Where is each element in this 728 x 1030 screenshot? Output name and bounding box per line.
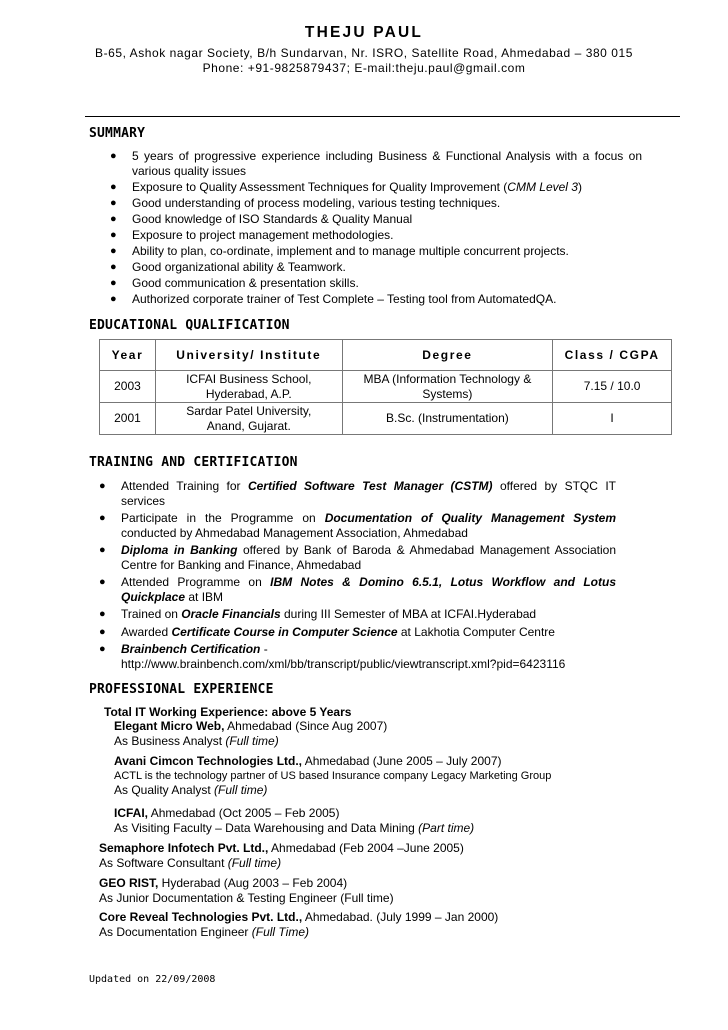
experience-entry — [114, 719, 387, 748]
training-text: - — [260, 642, 268, 656]
summary-item-text: Ability to plan, co-ordinate, implement and to manage multiple concurrent projects. — [132, 243, 569, 258]
role-text: As Quality Analyst — [114, 783, 215, 797]
role-type: (Part time) — [418, 820, 475, 835]
training-text: at Lakhotia Computer Centre — [397, 624, 555, 639]
list-item: ● Authorized corporate trainer of Test Complete – Testing tool from AutomatedQA. — [110, 291, 557, 306]
training-text: conducted by Ahmedabad Management Association, Ahmedabad — [121, 525, 468, 540]
degree-line: B.Sc. (Instrumentation) — [386, 411, 509, 425]
list-item: ● 5 years of progressive experience including Business & Functional Analysis with a focus on various quality issues — [110, 149, 642, 178]
education-table — [99, 339, 672, 435]
company-note: ACTL is the technology partner of US based Insurance company Legacy Marketing Group — [114, 769, 552, 782]
company-details: Ahmedabad. (July 1999 – Jan 2000) — [302, 910, 499, 924]
list-item: ● Exposure to Quality Assessment Techniques for Quality Improvement (CMM Level 3) — [110, 179, 582, 194]
list-item: ● Good organizational ability & Teamwork. — [110, 259, 346, 274]
training-text: offered by Bank of Baroda & Ahmedabad Management Association Centre for Banking and Finance, Ahmedabad — [121, 543, 616, 572]
summary-item-text: Good understanding of process modeling, various testing techniques. — [132, 195, 501, 210]
table-header-row — [100, 340, 672, 371]
institute-line: Hyderabad, A.P. — [205, 386, 292, 401]
total-experience — [104, 705, 351, 720]
degree-cell — [342, 403, 553, 435]
contact-line: Phone: +91-9825879437; E-mail:theju.paul@gmail.com — [202, 61, 526, 75]
list-item: ● Diploma in Banking offered by Bank of Baroda & Ahmedabad Management Association Centre for Banking and Finance, Ahmedabad — [99, 543, 616, 572]
list-item: ● Exposure to project management methodologies. — [110, 227, 394, 242]
candidate-name: THEJU PAUL — [304, 24, 424, 41]
column-header: Degree — [342, 340, 553, 371]
training-text: Attended Programme on — [121, 575, 271, 589]
role-type: (Full time) — [225, 733, 279, 748]
degree-line: Systems) — [422, 386, 473, 401]
training-text: Trained on — [121, 607, 182, 621]
training-title: Diploma in Banking — [121, 543, 238, 557]
institute-cell — [155, 403, 342, 435]
company-name: Avani Cimcon Technologies Ltd., — [114, 754, 303, 768]
list-item: ● Awarded Certificate Course in Computer Science at Lakhotia Computer Centre — [99, 624, 555, 639]
role-type: (Full Time) — [251, 924, 309, 939]
role-text: As Visiting Faculty – Data Warehousing and Data Mining — [114, 820, 419, 835]
training-text: Participate in the Programme on — [121, 511, 325, 525]
experience-entry — [114, 754, 551, 798]
grade-cell: 7.15 / 10.0 — [553, 371, 672, 403]
company-name: GEO RIST, — [99, 876, 159, 890]
summary-item-text: Exposure to Quality Assessment Techniques for Quality Improvement ( — [132, 179, 508, 194]
training-text: during III Semester of MBA at ICFAI.Hyderabad — [280, 607, 537, 621]
training-list — [96, 479, 616, 674]
institute-cell — [155, 371, 342, 403]
experience-entry — [114, 806, 474, 835]
company-details: Ahmedabad (Feb 2004 –June 2005) — [268, 841, 464, 855]
grade-cell: I — [553, 403, 672, 435]
header-divider — [85, 116, 680, 117]
address-line: B-65, Ashok nagar Society, B/h Sundarvan, Nr. ISRO, Satellite Road, Ahmedabad – 380 015 — [95, 46, 633, 60]
experience-entry — [99, 910, 498, 939]
training-title: Oracle Financials — [181, 607, 281, 621]
column-header: Class / CGPA — [553, 340, 672, 371]
experience-entry — [99, 841, 464, 870]
training-text: Attended Training for — [121, 479, 248, 493]
role-type: (Full time) — [227, 855, 282, 870]
training-title: IBM Notes & Domino 6.5.1, Lotus Workflow and Lotus Quickplace — [121, 575, 616, 604]
training-heading: TRAINING AND CERTIFICATION — [89, 455, 298, 470]
experience-entry — [99, 876, 394, 905]
company-name: Core Reveal Technologies Pvt. Ltd., — [99, 910, 303, 924]
summary-list — [104, 149, 642, 308]
list-item: ● Brainbench Certification - http://www.brainbench.com/xml/bb/transcript/public/viewtranscript.xml?pid=6423116 — [99, 642, 566, 671]
list-item: ● Ability to plan, co-ordinate, implement and to manage multiple concurrent projects. — [110, 243, 569, 258]
list-item: ● Attended Training for Certified Software Test Manager (CSTM) offered by STQC IT services — [99, 479, 616, 508]
total-experience-text: Total IT Working Experience: above 5 Years — [104, 705, 352, 719]
list-item: ● Participate in the Programme on Documentation of Quality Management System conducted by Ahmedabad Management Association, Ahmedabad — [99, 511, 617, 540]
training-title: Certificate Course in Computer Science — [171, 624, 398, 639]
cmm-level-text: CMM Level 3 — [507, 179, 578, 194]
company-details: Ahmedabad (Oct 2005 – Feb 2005) — [148, 806, 340, 820]
experience-heading: PROFESSIONAL EXPERIENCE — [89, 682, 274, 697]
summary-item-text: 5 years of progressive experience including Business & Functional Analysis with a focus on various quality issues — [132, 149, 642, 178]
summary-item-text: Good knowledge of ISO Standards & Quality Manual — [132, 211, 413, 226]
updated-date-footer: Updated on 22/09/2008 — [89, 974, 216, 985]
summary-heading: SUMMARY — [89, 126, 146, 141]
list-item: ● Good understanding of process modeling, various testing techniques. — [110, 195, 501, 210]
list-item: ● Good knowledge of ISO Standards & Quality Manual — [110, 211, 413, 226]
company-details: Ahmedabad (June 2005 – July 2007) — [302, 754, 502, 768]
role-text: As Software Consultant — [99, 855, 228, 870]
training-title: Certified Software Test Manager (CSTM) — [247, 479, 493, 493]
company-name: ICFAI, — [114, 806, 149, 820]
institute-line: Anand, Gujarat. — [206, 418, 291, 433]
contact-block — [0, 46, 728, 76]
year-cell: 2001 — [100, 403, 156, 435]
role-type: (Full time) — [214, 783, 268, 797]
company-details: Ahmedabad (Since Aug 2007) — [224, 719, 388, 733]
year-cell: 2003 — [100, 371, 156, 403]
table-row — [100, 371, 672, 403]
summary-item-text: ) — [577, 179, 582, 194]
training-text: offered by STQC IT services — [121, 479, 616, 508]
company-details: Hyderabad (Aug 2003 – Feb 2004) — [158, 876, 348, 890]
institute-line: ICFAI Business School, — [186, 371, 312, 386]
list-item: ● Attended Programme on IBM Notes & Domino 6.5.1, Lotus Workflow and Lotus Quickplace at IBM — [99, 575, 616, 604]
column-header: Year — [100, 340, 156, 371]
training-title: Brainbench Certification — [121, 642, 261, 656]
summary-item-text: Exposure to project management methodologies. — [132, 227, 394, 242]
education-heading: EDUCATIONAL QUALIFICATION — [89, 318, 290, 333]
summary-item-text: Good communication & presentation skills. — [132, 275, 359, 290]
institute-line: Sardar Patel University, — [186, 403, 312, 418]
degree-cell — [342, 371, 553, 403]
degree-line: MBA (Information Technology & — [363, 371, 532, 386]
table-row — [100, 403, 672, 435]
column-header: University/ Institute — [155, 340, 342, 371]
brainbench-link[interactable]: http://www.brainbench.com/xml/bb/transcript/public/viewtranscript.xml?pid=6423116 — [121, 656, 566, 671]
training-title: Documentation of Quality Management System — [324, 511, 617, 525]
training-text: at IBM — [185, 589, 224, 604]
summary-item-text: Good organizational ability & Teamwork. — [132, 259, 346, 274]
list-item: ● Trained on Oracle Financials during III Semester of MBA at ICFAI.Hyderabad — [99, 607, 537, 621]
summary-item-text: Authorized corporate trainer of Test Complete – Testing tool from AutomatedQA. — [132, 291, 557, 306]
training-text: Awarded — [121, 624, 172, 639]
list-item: ● Good communication & presentation skills. — [110, 275, 359, 290]
role-text: As Business Analyst — [114, 733, 226, 748]
company-name: Semaphore Infotech Pvt. Ltd., — [99, 841, 269, 855]
role-text: As Junior Documentation & Testing Engineer (Full time) — [99, 890, 394, 905]
company-name: Elegant Micro Web, — [114, 719, 225, 733]
role-text: As Documentation Engineer — [99, 924, 252, 939]
